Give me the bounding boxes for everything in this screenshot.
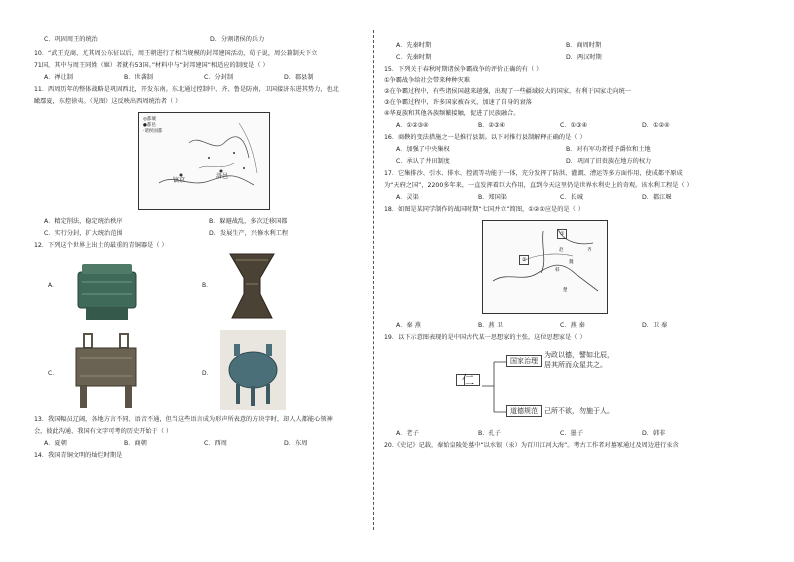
option-d[interactable]: D．郡县制	[284, 74, 314, 81]
question-10	[34, 50, 364, 82]
q14-options-row2	[384, 54, 724, 62]
confucius-diagram	[384, 346, 724, 426]
q15-options	[384, 122, 724, 130]
option-c[interactable]: C．长城	[560, 194, 583, 201]
question-17	[384, 170, 724, 202]
q12-stem: 12．下列这个世界上出土的最重的青铜器是（ ）	[34, 242, 168, 249]
label-c[interactable]: C．	[48, 370, 59, 377]
q19-options	[384, 430, 724, 438]
map-borders	[483, 221, 607, 313]
state-governance-box: 国家治理	[506, 355, 542, 367]
q17-stem-line1: 17．它集排沙、引水、排水、控流等功能于一体，充分发挥了防洪、灌溉、漕运等多方面作用，使成都平原成	[384, 170, 683, 177]
option-c[interactable]: C．燕 秦	[560, 322, 585, 329]
option-d[interactable]: D．两汉时期	[566, 54, 602, 61]
map-lines	[139, 113, 269, 209]
option-c[interactable]: C．实行分封，扩大统治范围	[44, 230, 123, 237]
warring-states-map	[482, 220, 608, 314]
q16-options-row2	[384, 158, 724, 166]
option-a[interactable]: A．精定削法，稳定统治秩序	[44, 218, 123, 225]
q14-options-row1	[384, 42, 724, 50]
q13-stem-line1: 13．我国幅员辽阔，各地方言不同、语音不通，但当这些语言成为形声所表意的方块字时，却人人都能心领神	[34, 416, 333, 423]
map-qi: 齐	[587, 248, 592, 253]
option-d[interactable]: D．卫 秦	[642, 322, 668, 329]
question-20	[384, 442, 724, 450]
legend-capital: ◎都城	[143, 117, 156, 122]
option-d[interactable]: D．韩非	[642, 430, 666, 437]
option-c[interactable]: C．墨子	[560, 430, 583, 437]
right-column	[384, 36, 724, 452]
option-a[interactable]: A．禅让制	[44, 74, 73, 81]
option-d[interactable]: D．分割诸侯的兵力	[210, 36, 265, 43]
label-b[interactable]: B．	[202, 282, 213, 289]
q17-stem-line2: 为“天府之国”，2200多年来，一直发挥着巨大作用，直到今天这里仍是世界水利史上的奇观。该水利工程是（ ）	[384, 182, 693, 189]
legend-city: ●都邑	[143, 123, 156, 128]
label-a[interactable]: A．	[48, 282, 59, 289]
ren-center-box: 仁	[456, 374, 480, 386]
q11-stem-line2: 瞰鄢夏，东控徐夷。（见图）这反映出西周统治者（ ）	[34, 98, 182, 105]
bronze-vessels	[34, 250, 364, 410]
q19-stem: 19．以下示意图表现的是中国古代某一思想家的主张，这位思想家是（ ）	[384, 334, 586, 341]
option-a[interactable]: A．夏朝	[44, 440, 67, 447]
moral-norms-box: 道德规范	[506, 405, 542, 417]
q15-stem: 15．下列关于春秋时期诸侯争霸战争的评价正确的有（ ）	[384, 66, 543, 73]
left-column	[34, 36, 364, 462]
q16-stem: 16．商鞅的变法措施之一是推行县制。以下对推行县制解释正确的是（ ）	[384, 134, 586, 141]
vessel-b-image[interactable]	[222, 250, 282, 322]
map-mark-2: ②	[519, 255, 529, 265]
map-chu: 楚	[563, 288, 568, 293]
governance-quote-line1: 为政以德，譬如北辰，	[544, 351, 614, 359]
q15-item-3: ③在争霸过程中，许多国家被吞灭，加速了自身的衰落	[384, 99, 532, 106]
option-a[interactable]: A．加强了中央集权	[396, 146, 450, 153]
vessel-c-image[interactable]	[70, 332, 142, 410]
q10-stem-line2: 71国，其中与周王同姓（姬）者就有53国。”材料中与“封邦建国”相适应的制度是（ ）	[34, 62, 269, 69]
question-18	[384, 206, 724, 330]
q11-options-row1	[34, 218, 364, 226]
q10-options	[34, 74, 364, 82]
q15-item-2: ②在争霸过程中，有些诸侯国越来越强，出现了一些疆域较大的国家，有利于国家走向统一	[384, 88, 631, 95]
question-15	[384, 66, 724, 130]
q18-options	[384, 322, 724, 330]
option-d[interactable]: D．都江堰	[642, 194, 672, 201]
option-c[interactable]: C．先秦时期	[396, 54, 432, 61]
option-d[interactable]: D．巩固了旧贵族在地方的权力	[566, 158, 652, 165]
place-haojing: 镐京	[173, 177, 186, 184]
governance-quote-line2: 居其所而众星共之。	[544, 361, 607, 369]
legend-vassal: ·诸侯国都	[143, 129, 163, 134]
q10-stem-line1: 10．“武王克商、尤其周公东征以后，周王朝进行了相当规模的封邦建国活动，荀子说，周公兼制天下立	[34, 50, 318, 57]
question-19	[384, 334, 724, 438]
option-a[interactable]: A．老子	[396, 430, 419, 437]
option-d[interactable]: D．①②④	[642, 122, 670, 129]
place-luoyi: 洛邑	[216, 173, 229, 180]
map-wei: 魏	[569, 260, 574, 265]
option-a[interactable]: A．①②③④	[396, 122, 429, 129]
q13-stem-line2: 会，彼此沟通，我国有文字可考的历史开始于（ ）	[34, 428, 173, 435]
question-16	[384, 134, 724, 166]
option-b[interactable]: B．燕 卫	[478, 322, 503, 329]
option-c[interactable]: C．西周	[204, 440, 227, 447]
option-b[interactable]: B．躲避战乱，多次迁移国都	[209, 218, 288, 225]
question-14	[34, 452, 364, 460]
option-b[interactable]: B．孔子	[478, 430, 501, 437]
q15-item-1: ①争霸战争给社会带来种种灾难	[384, 77, 470, 84]
map-han: 韩	[555, 268, 560, 273]
q9-options-tail	[34, 36, 364, 44]
option-b[interactable]: B．对有军功者授予爵位和土地	[566, 146, 651, 153]
option-c[interactable]: C．分封制	[204, 74, 234, 81]
map-mark-1: ①	[557, 229, 567, 239]
q14-stem: 14．我国青铜文明的灿烂时期是	[34, 452, 123, 459]
option-b[interactable]: B．②③④	[478, 122, 506, 129]
vessel-d-image[interactable]	[220, 330, 286, 410]
q11-stem-line1: 11．西周历年的整体战略是巩固西北，开发东南。东北通过控制中、齐、鲁是防南，卫国接济东进其势力，也北	[34, 86, 339, 93]
option-b[interactable]: B．世袭制	[124, 74, 153, 81]
q17-options	[384, 194, 724, 202]
q15-item-4: ④华夏族和其他各族频繁接触，促进了民族融合。	[384, 110, 520, 117]
q11-options-row2	[34, 230, 364, 238]
vessel-a-image[interactable]	[72, 254, 142, 324]
question-13	[34, 416, 364, 448]
option-d[interactable]: D．发展生产，兴修水利工程	[209, 230, 289, 237]
option-b[interactable]: B．商周时期	[566, 42, 602, 49]
label-d[interactable]: D．	[202, 370, 213, 377]
option-a[interactable]: A．秦 燕	[396, 322, 421, 329]
option-c[interactable]: C．①③④	[560, 122, 588, 129]
option-a[interactable]: A．先秦时期	[396, 42, 432, 49]
option-b[interactable]: B．郑国渠	[478, 194, 507, 201]
option-a[interactable]: A．灵渠	[396, 194, 419, 201]
option-c[interactable]: C．巩固周王的统治	[44, 36, 98, 43]
q13-options	[34, 440, 364, 448]
option-b[interactable]: B．商朝	[124, 440, 147, 447]
q20-stem: 20.《史记》记载，秦始皇陵处墓中“以水银（汞）为百川江河大海”。考古工作者对墓冢通过及周边进行汞含	[384, 442, 679, 449]
moral-quote: 己所不欲，勿施于人。	[544, 407, 614, 415]
option-c[interactable]: C．承认了井田制度	[396, 158, 450, 165]
q18-stem: 18．如图是某同学制作的战国时期“七国并立”简图，①②①应是的是（ ）	[384, 206, 584, 213]
column-divider	[373, 30, 374, 530]
option-d[interactable]: D．东周	[284, 440, 308, 447]
question-12	[34, 242, 364, 410]
q16-options-row1	[384, 146, 724, 154]
western-zhou-map	[138, 112, 270, 210]
question-11	[34, 86, 364, 238]
map-zhao: 赵	[559, 248, 564, 253]
